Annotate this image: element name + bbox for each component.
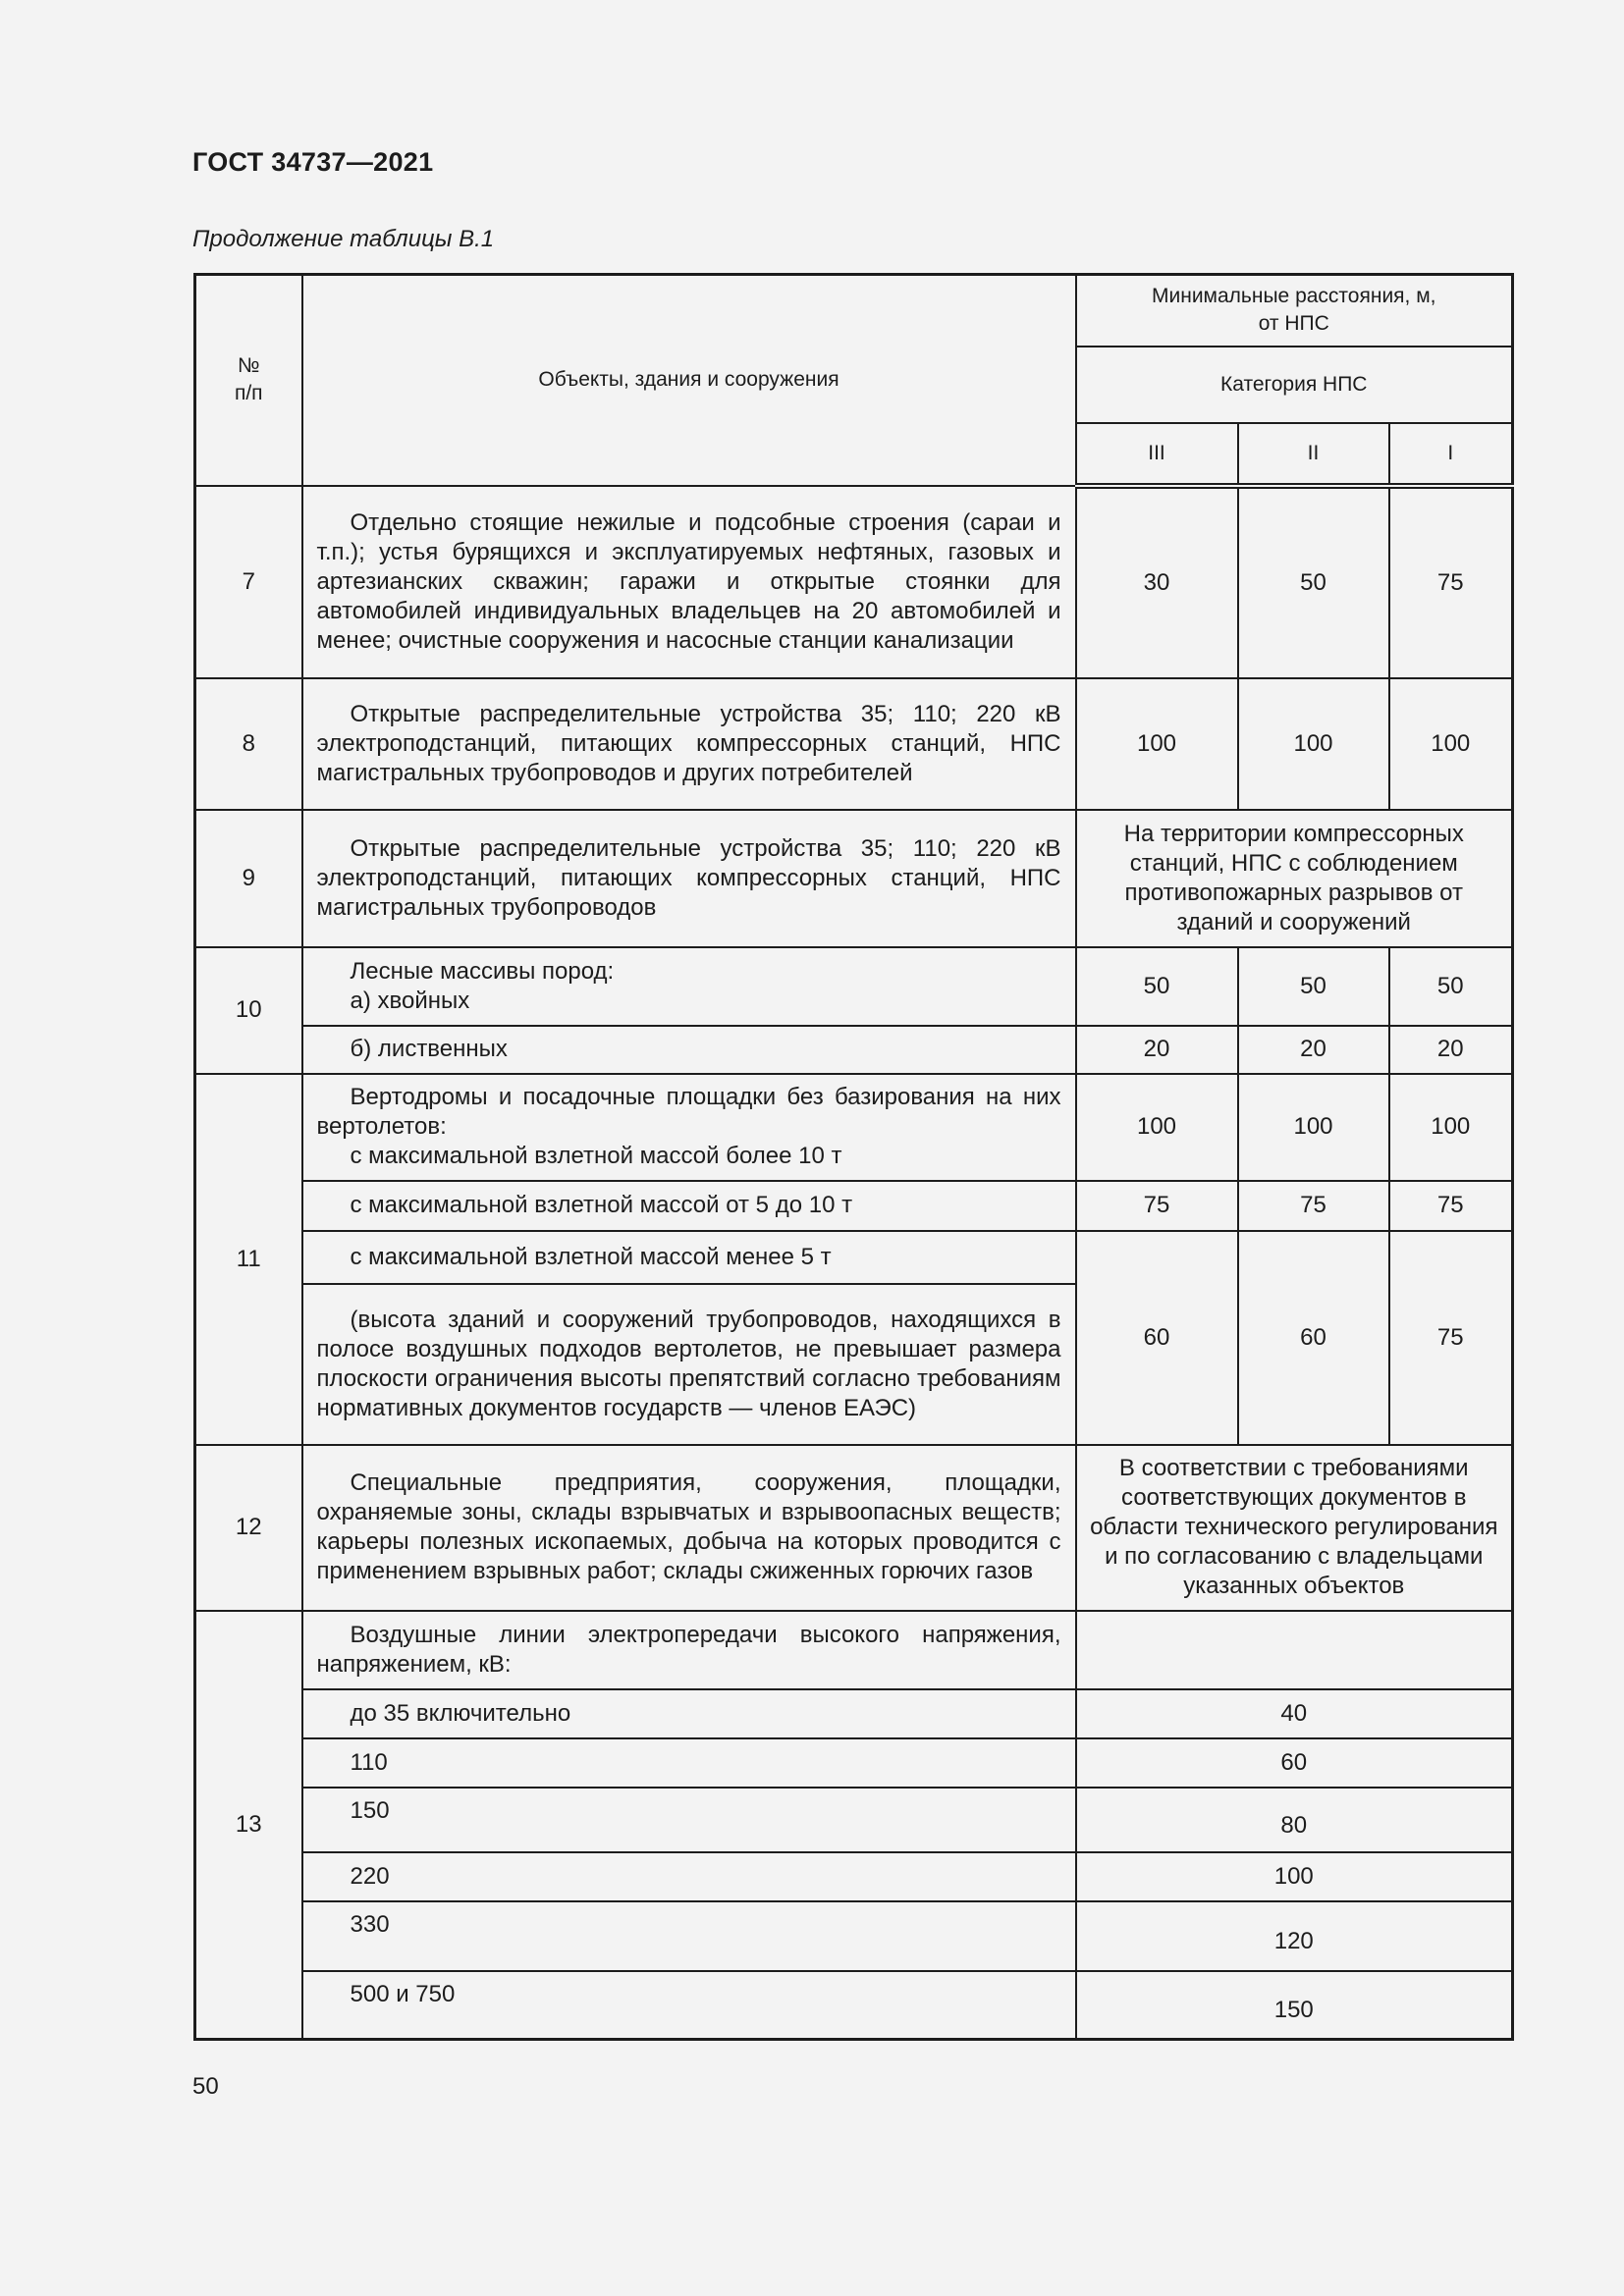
row-number: 11 xyxy=(195,1074,302,1445)
value-cat-i: 75 xyxy=(1389,486,1513,678)
header-num: № п/п xyxy=(195,275,302,486)
value-cat-iii: 100 xyxy=(1076,678,1238,810)
table-row xyxy=(195,1231,1513,1284)
row-description: Специальные предприятия, сооружения, площадки, охраняемые зоны, склады взрывчатых и взрывоопасных веществ; карьеры полезных ископаемых, добыча на которых проводится с применением взрывных работ; склады сжиженных горючих газов xyxy=(302,1445,1076,1611)
table-row xyxy=(195,1738,1513,1788)
header-object: Объекты, здания и сооружения xyxy=(302,275,1076,486)
page-number: 50 xyxy=(192,2073,219,2100)
merged-value: На территории компрессорных станций, НПС с соблюдением противопожарных разрывов от зданий и сооружений xyxy=(1076,810,1513,947)
table-caption: Продолжение таблицы В.1 xyxy=(192,226,495,252)
document-standard-title: ГОСТ 34737—2021 xyxy=(192,147,434,177)
table-row xyxy=(195,947,1513,1026)
header-cat-iii: III xyxy=(1076,423,1238,486)
voltage-label: 500 и 750 xyxy=(302,1971,1076,2040)
table-row xyxy=(195,1445,1513,1611)
row-description: Открытые распределительные устройства 35; 110; 220 кВ электроподстанций, питающих компрессорных станций, НПС магистральных трубопроводов xyxy=(302,810,1076,947)
value-cat-i: 100 xyxy=(1389,678,1513,810)
table-row xyxy=(195,1901,1513,1971)
value-cat-ii: 75 xyxy=(1238,1181,1389,1231)
table-row xyxy=(195,1611,1513,1689)
voltage-distance: 150 xyxy=(1076,1971,1513,2040)
voltage-distance: 80 xyxy=(1076,1788,1513,1852)
value-cat-i: 75 xyxy=(1389,1181,1513,1231)
row-number: 13 xyxy=(195,1611,302,2040)
value-cat-iii: 20 xyxy=(1076,1026,1238,1074)
value-cat-ii: 60 xyxy=(1238,1231,1389,1445)
table-row xyxy=(195,678,1513,810)
row-description xyxy=(302,1074,1076,1181)
header-min-distance: Минимальные расстояния, м, от НПС xyxy=(1076,275,1513,347)
row-number: 8 xyxy=(195,678,302,810)
row-description: Открытые распределительные устройства 35; 110; 220 кВ электроподстанций, питающих компрессорных станций, НПС магистральных трубопроводов и других потребителей xyxy=(302,678,1076,810)
table-row xyxy=(195,1788,1513,1852)
table-row xyxy=(195,1026,1513,1074)
voltage-distance: 40 xyxy=(1076,1689,1513,1738)
header-cat-ii: II xyxy=(1238,423,1389,486)
distance-table xyxy=(193,273,1514,2041)
row-description: Лесные массивы пород: а) хвойных xyxy=(302,947,1076,1026)
table-row xyxy=(195,1971,1513,2040)
row-number: 12 xyxy=(195,1445,302,1611)
value-cat-iii: 75 xyxy=(1076,1181,1238,1231)
value-cat-ii: 100 xyxy=(1238,678,1389,810)
row-number: 10 xyxy=(195,947,302,1074)
table-row xyxy=(195,1181,1513,1231)
value-cat-ii: 100 xyxy=(1238,1074,1389,1181)
row-description: б) лиственных xyxy=(302,1026,1076,1074)
value-cat-i: 50 xyxy=(1389,947,1513,1026)
row-note: (высота зданий и сооружений трубопроводов, находящихся в полосе воздушных подходов вертолетов, не превышает размера плоскости ограничения высоты препятствий согласно требованиям нормативных документов государств — членов ЕАЭС) xyxy=(302,1284,1076,1445)
value-cat-iii: 100 xyxy=(1076,1074,1238,1181)
value-cat-iii: 50 xyxy=(1076,947,1238,1026)
table-row xyxy=(195,1689,1513,1738)
table-row xyxy=(195,1852,1513,1901)
value-cat-i: 100 xyxy=(1389,1074,1513,1181)
row-description: с максимальной взлетной массой от 5 до 10 т xyxy=(302,1181,1076,1231)
table-row xyxy=(195,810,1513,947)
header-cat-i: I xyxy=(1389,423,1513,486)
value-cat-i: 20 xyxy=(1389,1026,1513,1074)
value-cat-ii: 50 xyxy=(1238,486,1389,678)
row-description-intro: Вертодромы и посадочные площадки без базирования на них вертолетов: xyxy=(316,1084,1061,1140)
value-cat-ii: 20 xyxy=(1238,1026,1389,1074)
voltage-label: 330 xyxy=(302,1901,1076,1971)
value-cat-iii: 60 xyxy=(1076,1231,1238,1445)
table-row xyxy=(195,486,1513,678)
empty-value xyxy=(1076,1611,1513,1689)
row-description: с максимальной взлетной массой менее 5 т xyxy=(302,1231,1076,1284)
voltage-label: до 35 включительно xyxy=(302,1689,1076,1738)
value-cat-ii: 50 xyxy=(1238,947,1389,1026)
voltage-distance: 120 xyxy=(1076,1901,1513,1971)
header-category: Категория НПС xyxy=(1076,347,1513,423)
voltage-distance: 100 xyxy=(1076,1852,1513,1901)
voltage-label: 220 xyxy=(302,1852,1076,1901)
table-row xyxy=(195,1074,1513,1181)
row-description: Отдельно стоящие нежилые и подсобные строения (сараи и т.п.); устья бурящихся и эксплуатируемых нефтяных, газовых и артезианских скважин; гаражи и открытые стоянки для автомобилей индивидуальных владельцев на 20 автомобилей и менее; очистные сооружения и насосные станции канализации xyxy=(302,486,1076,678)
merged-value: В соответствии с требованиями соответствующих документов в области технического регулирования и по согласованию с владельцами указанных объектов xyxy=(1076,1445,1513,1611)
row-description-item: с максимальной взлетной массой более 10 т xyxy=(350,1143,842,1169)
voltage-label: 150 xyxy=(302,1788,1076,1852)
row-number: 9 xyxy=(195,810,302,947)
value-cat-i: 75 xyxy=(1389,1231,1513,1445)
row-description: Воздушные линии электропередачи высокого напряжения, напряжением, кВ: xyxy=(302,1611,1076,1689)
voltage-distance: 60 xyxy=(1076,1738,1513,1788)
voltage-label: 110 xyxy=(302,1738,1076,1788)
row-number: 7 xyxy=(195,486,302,678)
value-cat-iii: 30 xyxy=(1076,486,1238,678)
